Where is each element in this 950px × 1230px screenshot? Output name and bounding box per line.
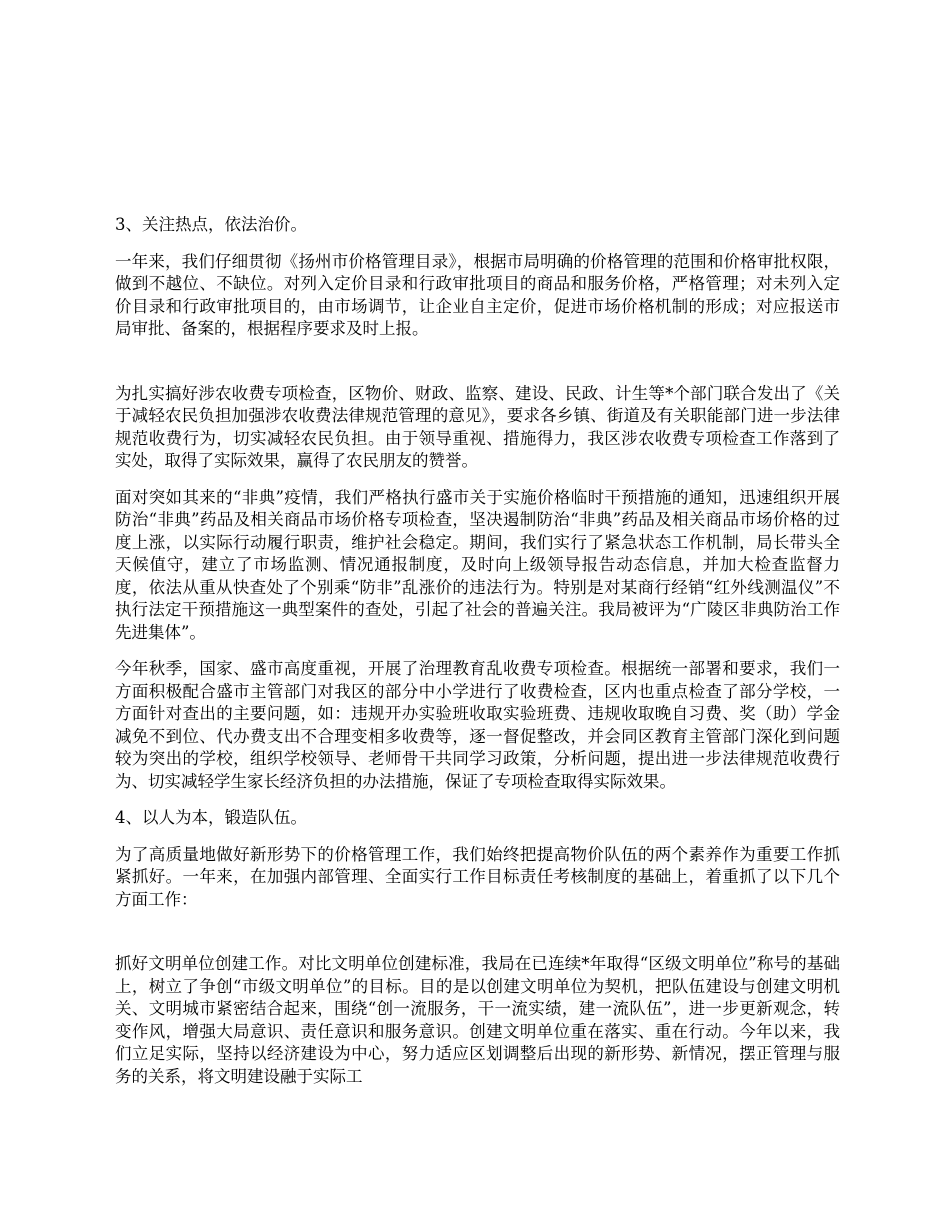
paragraph-sars-prices: 面对突如其来的“非典”疫情，我们严格执行盛市关于实施价格临时干预措施的通知，迅速组织开展防治“非典”药品及相关商品市场价格专项检查，坚决遏制防治“非典”药品及相关商品市场价格的过度上涨，以实际行动履行职责，维护社会稳定。期间，我们实行了紧急状态工作机制，局长带头全天候值守，建立了市场监测、情况通报制度，及时向上级领导报告动态信息，并加大检查监督力度，依法从重从快查处了个别乘“防非”乱涨价的违法行为。特别是对某商行经销“红外线测温仪”不执行法定干预措施这一典型案件的查处，引起了社会的普遍关注。我局被评为“广陵区非典防治工作先进集体”。 bbox=[115, 487, 840, 642]
spacer bbox=[115, 237, 840, 251]
paragraph-pricing-catalog: 一年来，我们仔细贯彻《扬州市价格管理目录》，根据市局明确的价格管理的范围和价格审批权限，做到不越位、不缺位。对列入定价目录和行政审批项目的商品和服务价格，严格管理；对未列入定价目录和行政审批项目的，由市场调节，让企业自主定价，促进市场价格机制的形成；对应报送市局审批、备案的，根据程序要求及时上报。 bbox=[115, 251, 840, 338]
paragraph-civilized-unit: 抓好文明单位创建工作。对比文明单位创建标准，我局在已连续*年取得“区级文明单位”称号的基础上，树立了争创“市级文明单位”的目标。目的是以创建文明单位为契机，把队伍建设与创建文明机关、文明城市紧密结合起来，围绕“创一流服务，干一流实绩，建一流队伍”，进一步更新观念，转变作风，增强大局意识、责任意识和服务意识。创建文明单位重在落实、重在行动。今年以来，我们立足实际，坚持以经济建设为中心，努力适应区划调整后出现的新形势、新情况，摆正管理与服务的关系，将文明建设融于实际工 bbox=[115, 954, 840, 1086]
section-heading-4: 4、以人为本，锻造队伍。 bbox=[115, 808, 307, 827]
paragraph-education-fees: 今年秋季，国家、盛市高度重视，开展了治理教育乱收费专项检查。根据统一部署和要求，我们一方面积极配合盛市主管部门对我区的部分中小学进行了收费检查，区内也重点检查了部分学校，一方面针对查出的主要问题，如：违规开办实验班收取实验班费、违规收取晚自习费、奖（助）学金减免不到位、代办费支出不合理变相多收费等，逐一督促整改，并会同区教育主管部门深化到问题较为突出的学校，组织学校领导、老师骨干共同学习政策，分析问题，提出进一步法律规范收费行为、切实减轻学生家长经济负担的办法措施，保证了专项检查取得实际效果。 bbox=[115, 659, 840, 791]
paragraph-agricultural-fees: 为扎实搞好涉农收费专项检查，区物价、财政、监察、建设、民政、计生等*个部门联合发出了《关于减轻农民负担加强涉农收费法律规范管理的意见》，要求各乡镇、街道及有关职能部门进一步法律规范收费行为，切实减轻农民负担。由于领导重视、措施得力，我区涉农收费专项检查工作落到了实处，取得了实际效果，赢得了农民朋友的赞誉。 bbox=[115, 383, 840, 470]
paragraph-team-building: 为了高质量地做好新形势下的价格管理工作，我们始终把提高物价队伍的两个素养作为重要工作抓紧抓好。一年来，在加强内部管理、全面实行工作目标责任考核制度的基础上，着重抓了以下几个方面工作： bbox=[115, 844, 840, 909]
spacer bbox=[115, 911, 840, 953]
document-body bbox=[115, 214, 840, 1088]
spacer bbox=[115, 473, 840, 487]
spacer bbox=[115, 793, 840, 807]
spacer bbox=[115, 644, 840, 658]
section-heading-3: 3、关注热点，依法治价。 bbox=[115, 215, 307, 234]
spacer bbox=[115, 830, 840, 844]
spacer bbox=[115, 341, 840, 383]
